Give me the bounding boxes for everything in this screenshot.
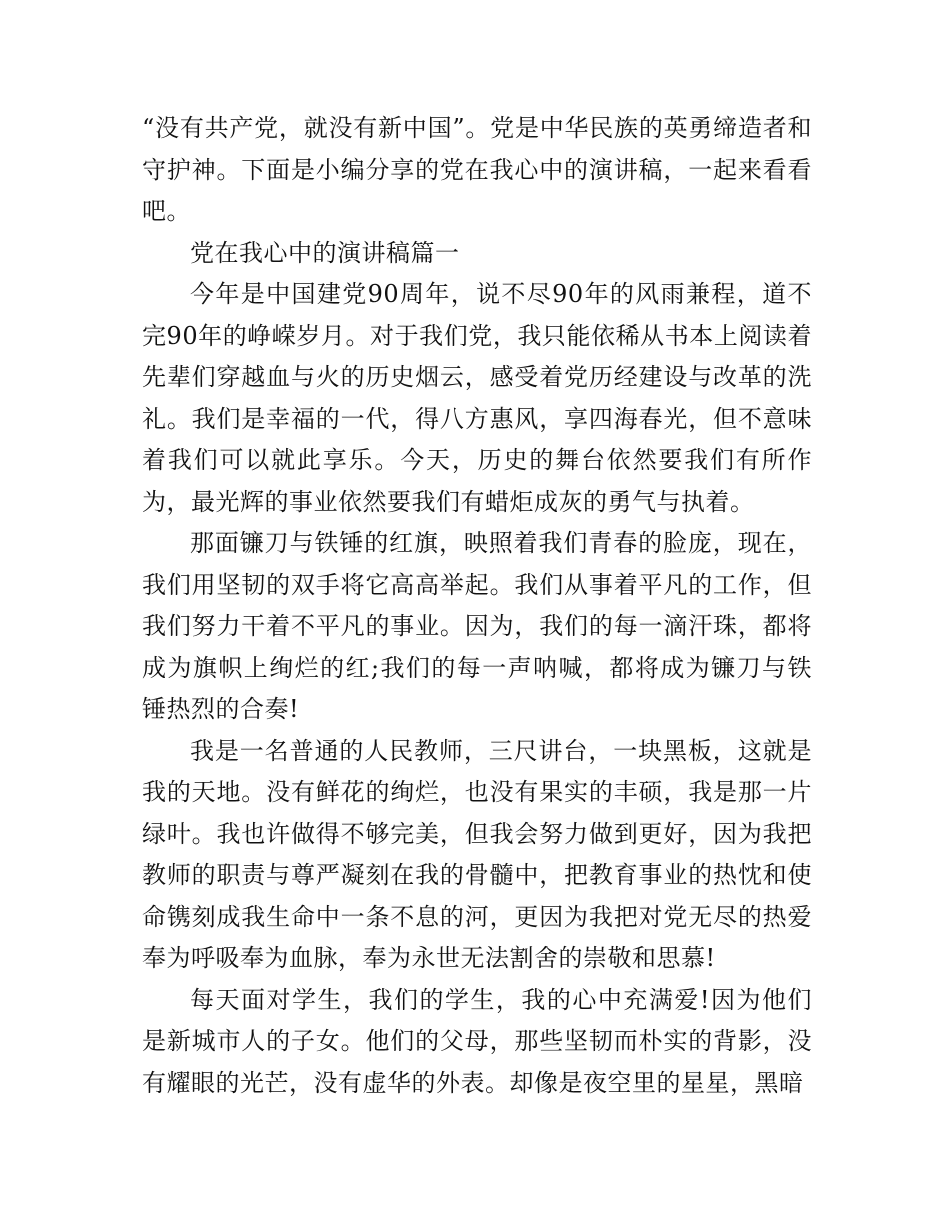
- body-paragraph: 我是一名普通的人民教师，三尺讲台，一块黑板，这就是我的天地。没有鲜花的绚烂，也没有果实的丰硕，我是那一片绿叶。我也许做得不够完美，但我会努力做到更好，因为我把教师的职责与尊严凝刻在我的骨髓中，把教育事业的热忱和使命镌刻成我生命中一条不息的河，更因为我把对党无尽的热爱奉为呼吸奉为血脉，奉为永世无法割舍的崇敬和思慕!: [142, 736, 812, 972]
- body-paragraph: 那面镰刀与铁锤的红旗，映照着我们青春的脸庞，现在，我们用坚韧的双手将它高高举起。我们从事着平凡的工作，但我们努力干着不平凡的事业。因为，我们的每一滴汗珠，都将成为旗帜上绚烂的红;我们的每一声呐喊，都将成为镰刀与铁锤热烈的合奏!: [142, 529, 812, 723]
- intro-paragraph: “没有共产党，就没有新中国”。党是中华民族的英勇缔造者和守护神。下面是小编分享的党在我心中的演讲稿，一起来看看吧。: [142, 114, 812, 225]
- section-heading: 党在我心中的演讲稿篇一: [190, 238, 460, 267]
- body-paragraph: 今年是中国建党90周年，说不尽90年的风雨兼程，道不完90年的峥嵘岁月。对于我们党，我只能依稀从书本上阅读着先辈们穿越血与火的历史烟云，感受着党历经建设与改革的洗礼。我们是幸福的一代，得八方惠风，享四海春光，但不意味着我们可以就此享乐。今天，历史的舞台依然要我们有所作为，最光辉的事业依然要我们有蜡炬成灰的勇气与执着。: [142, 280, 812, 516]
- document-body: [142, 108, 812, 1104]
- body-paragraph: 每天面对学生，我们的学生，我的心中充满爱!因为他们是新城市人的子女。他们的父母，那些坚韧而朴实的背影，没有耀眼的光芒，没有虚华的外表。却像是夜空里的星星，黑暗: [142, 985, 812, 1097]
